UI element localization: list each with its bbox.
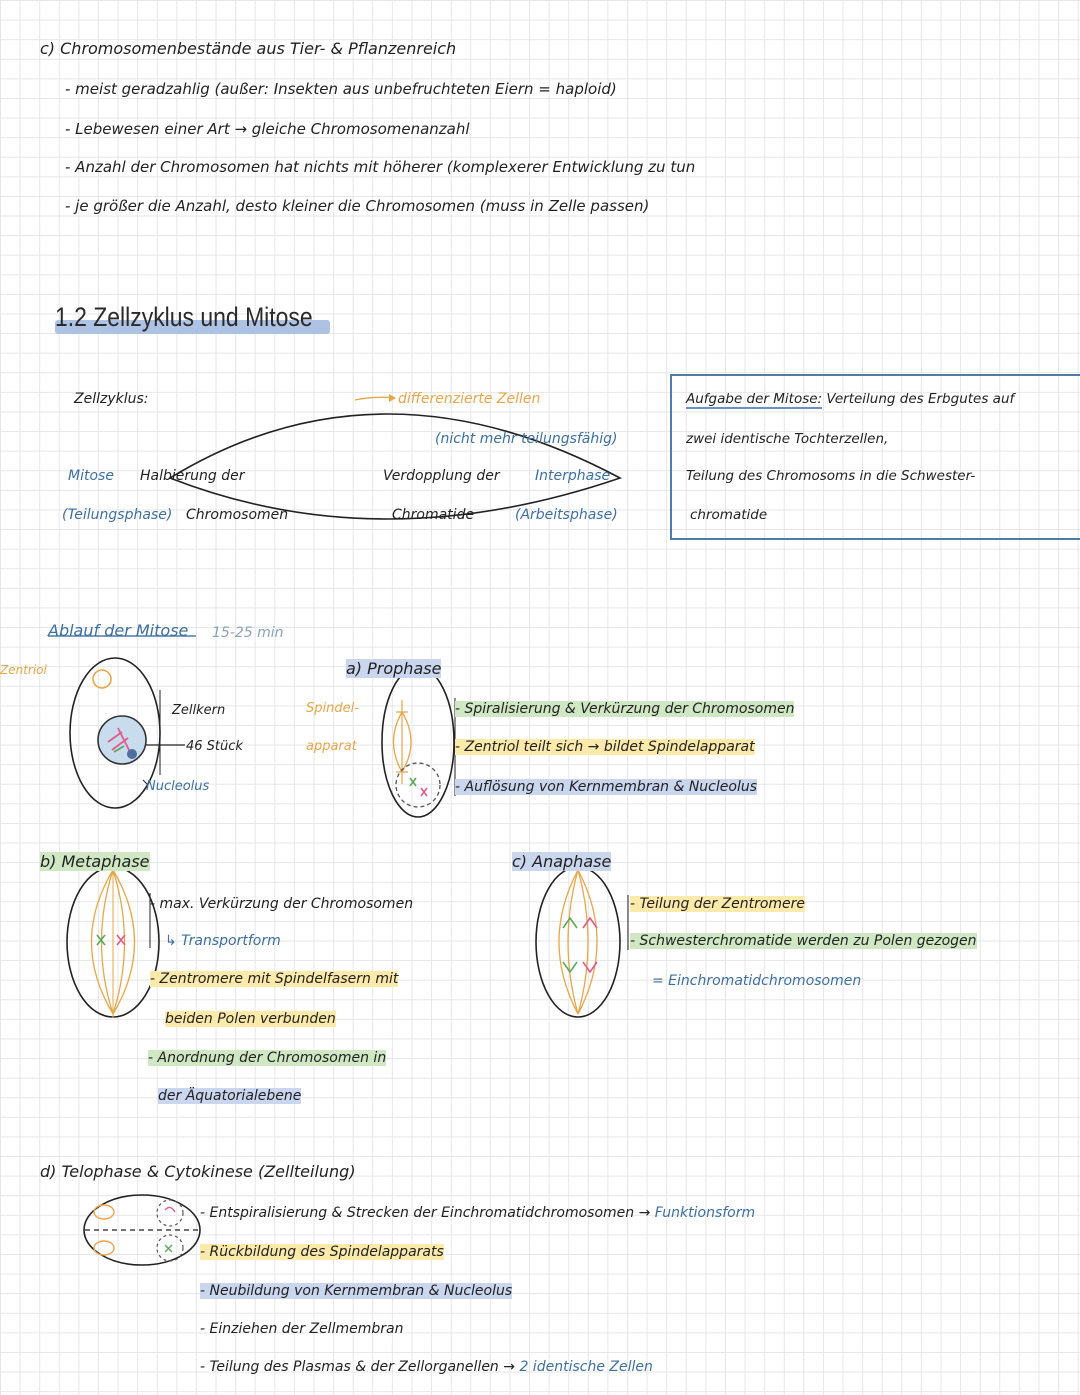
prophase-heading [346, 660, 441, 678]
cycle-label: Zellzyklus: [74, 391, 149, 407]
telophase-point-5 [200, 1358, 653, 1376]
prophase-p2-text: - Zentriol teilt sich → bildet Spindelapparat [455, 739, 755, 755]
metaphase-point-2: ↳ Transportform [165, 933, 281, 949]
anaphase-point-2 [630, 932, 977, 950]
prophase-heading-text: a) Prophase [346, 659, 442, 678]
label-count: 46 Stück [186, 739, 243, 754]
metaphase-cell-drawing [67, 866, 159, 1018]
metaphase-p4b-text: der Äquatorialebene [158, 1088, 302, 1104]
telophase-p3-text: - Neubildung von Kernmembran & Nucleolus [200, 1283, 513, 1299]
section-c-bullet-2: - Lebewesen einer Art → gleiche Chromosomenanzahl [65, 120, 470, 138]
nucleolus-dot [127, 749, 137, 759]
mitosis-flow-duration: 15-25 min [212, 625, 284, 641]
label-nucleolus: Nucleolus [146, 779, 210, 794]
telophase-p1-text: - Entspiralisierung & Strecken der Einchromatidchromosomen [200, 1205, 635, 1221]
cycle-arbeitsphase: (Arbeitsphase) [515, 507, 618, 523]
section-c-bullet-3: - Anzahl der Chromosomen hat nichts mit höherer (komplexerer Entwicklung zu tun [65, 158, 696, 176]
cycle-mitose: Mitose [68, 468, 114, 484]
telophase-point-4: - Einziehen der Zellmembran [200, 1321, 404, 1337]
telophase-p5-text: - Teilung des Plasmas & der Zellorganellen [200, 1359, 499, 1375]
telophase-p2-text: - Rückbildung des Spindelapparats [200, 1244, 444, 1260]
zentriol-dot [93, 670, 111, 688]
telophase-point-1 [200, 1204, 755, 1222]
metaphase-point-3b [165, 1010, 336, 1028]
telophase-p5-arrow: → [503, 1359, 515, 1375]
task-line-3: Teilung des Chromosoms in die Schwester- [686, 468, 976, 484]
anaphase-p2-text: - Schwesterchromatide werden zu Polen gezogen [630, 933, 977, 949]
cycle-verdopplung-1: Verdopplung der [383, 468, 500, 484]
task-lead: Aufgabe der Mitose: [686, 391, 823, 407]
prophase-p3-text: - Auflösung von Kernmembran & Nucleolus [455, 779, 758, 795]
telophase-p1-result: Funktionsform [654, 1205, 756, 1221]
cycle-not-dividing: (nicht mehr teilungsfähig) [435, 431, 618, 447]
metaphase-p4a-text: - Anordnung der Chromosomen in [148, 1050, 387, 1066]
section-c-bullet-4: - je größer die Anzahl, desto kleiner die Chromosomen (muss in Zelle passen) [65, 197, 650, 215]
cycle-teilungsphase: (Teilungsphase) [62, 507, 173, 523]
task-line-1 [686, 390, 1014, 408]
nucleus [98, 716, 146, 764]
cycle-halbierung-1: Halbierung der [140, 468, 245, 484]
metaphase-p3b-text: beiden Polen verbunden [165, 1011, 336, 1027]
cycle-halbierung-2: Chromosomen [186, 507, 289, 523]
prophase-point-1 [455, 700, 794, 718]
label-spindel-2: apparat [306, 739, 357, 754]
task-line-2: zwei identische Tochterzellen, [686, 431, 889, 447]
cycle-arrow-head [389, 394, 396, 402]
cycle-differentiated: differenzierte Zellen [398, 391, 541, 407]
telophase-p5-result: 2 identische Zellen [519, 1359, 653, 1375]
section-c-heading: c) Chromosomenbestände aus Tier- & Pflanzenreich [40, 39, 457, 58]
metaphase-point-3a [150, 970, 398, 988]
telophase-point-2 [200, 1243, 444, 1261]
anaphase-point-3: = Einchromatidchromosomen [652, 973, 862, 989]
telophase-p1-arrow: → [638, 1205, 651, 1221]
prophase-p1-text: - Spiralisierung & Verkürzung der Chromosomen [455, 701, 795, 717]
anaphase-point-1 [630, 895, 805, 913]
task-line-4: chromatide [690, 507, 768, 523]
telophase-heading: d) Telophase & Cytokinese (Zellteilung) [40, 1162, 356, 1181]
metaphase-p3a-text: - Zentromere mit Spindelfasern mit [150, 971, 399, 987]
task-rest: Verteilung des Erbgutes auf [826, 391, 1015, 407]
metaphase-point-4a [148, 1049, 386, 1067]
telophase-cell-drawing [84, 1195, 200, 1265]
telophase-point-3 [200, 1282, 512, 1300]
prophase-point-3 [455, 778, 757, 796]
anaphase-cell-drawing [536, 867, 620, 1017]
label-spindel-1: Spindel- [306, 701, 359, 716]
mitosis-flow-heading: Ablauf der Mitose [48, 621, 189, 640]
label-zellkern: Zellkern [172, 703, 226, 718]
metaphase-point-1: - max. Verkürzung der Chromosomen [150, 896, 414, 912]
prophase-point-2 [455, 738, 755, 756]
section-c-bullet-1: - meist geradzahlig (außer: Insekten aus unbefruchteten Eiern = haploid) [65, 80, 617, 98]
section-title: 1.2 Zellzyklus und Mitose [55, 302, 313, 332]
prophase-cell-drawing [382, 667, 454, 817]
anaphase-heading-text: c) Anaphase [512, 852, 612, 871]
cycle-verdopplung-2: Chromatide [392, 507, 475, 523]
metaphase-heading [40, 853, 150, 871]
label-zentriol: Zentriol [0, 663, 47, 677]
metaphase-heading-text: b) Metaphase [40, 852, 150, 871]
anaphase-heading [512, 853, 611, 871]
cycle-interphase: Interphase [535, 468, 611, 484]
anaphase-p1-text: - Teilung der Zentromere [630, 896, 806, 912]
metaphase-point-4b [158, 1087, 301, 1105]
